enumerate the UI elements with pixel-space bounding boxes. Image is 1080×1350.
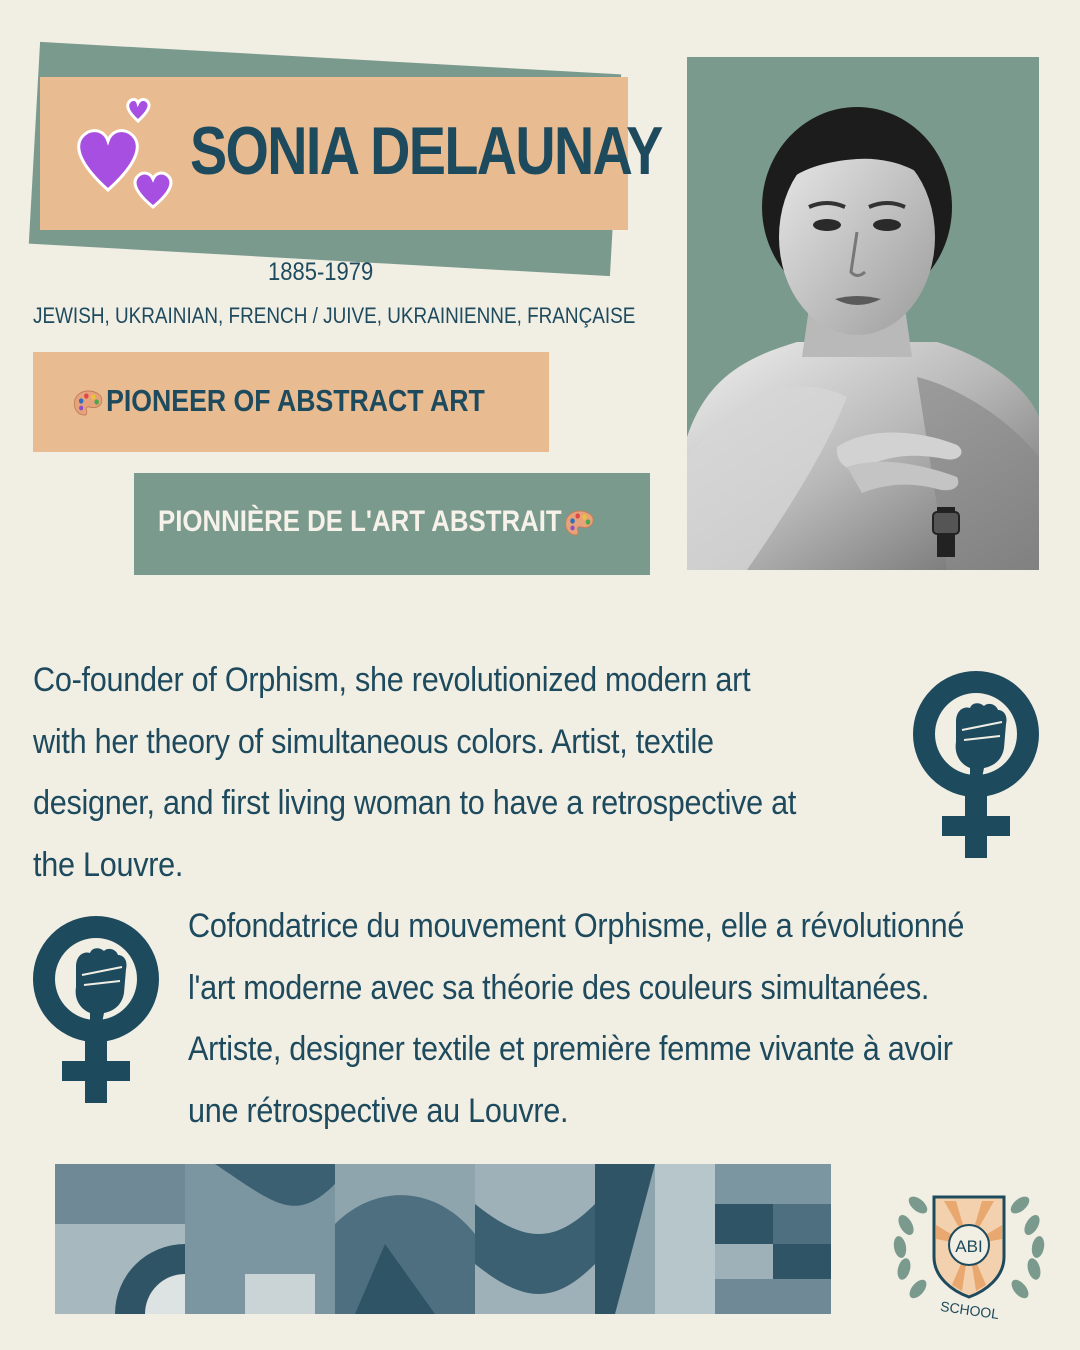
portrait-photo [687,57,1039,570]
bio-french: Cofondatrice du mouvement Orphisme, elle a révolutionné l'art moderne avec sa théorie des couleurs simultanées. Artiste, designer textile et première femme vivante à avoir une rétrospective au Louvre. [188,907,965,1130]
portrait-illustration [687,57,1039,570]
abstract-artwork [55,1164,831,1314]
feminist-fist-symbol-icon [32,915,160,1105]
logo-initials: ABI [955,1237,983,1256]
bio-english: Co-founder of Orphism, she revolutionized modern art with her theory of simultaneous colors. Artist, textile designer, and first living woman to have a retrospective at the Louvre. [33,661,797,884]
orphism-pattern [55,1164,831,1314]
artist-palette-icon [73,389,102,417]
life-years: 1885-1979 [268,258,374,286]
artist-palette-icon [565,509,594,537]
tag-french-label: PIONNIÈRE DE L'ART ABSTRAIT [158,505,562,538]
person-name: SONIA DELAUNAY [190,113,662,189]
tag-english [70,383,485,419]
purple-hearts-icon [70,95,180,215]
tag-french [158,505,598,539]
feminist-fist-symbol-icon [912,670,1040,860]
nationality: JEWISH, UKRAINIAN, FRENCH / JUIVE, UKRAINIENNE, FRANÇAISE [33,303,636,328]
tag-english-label: PIONEER OF ABSTRACT ART [106,383,485,418]
abi-school-logo [884,1165,1054,1325]
logo-label: SCHOOL [939,1298,1001,1323]
